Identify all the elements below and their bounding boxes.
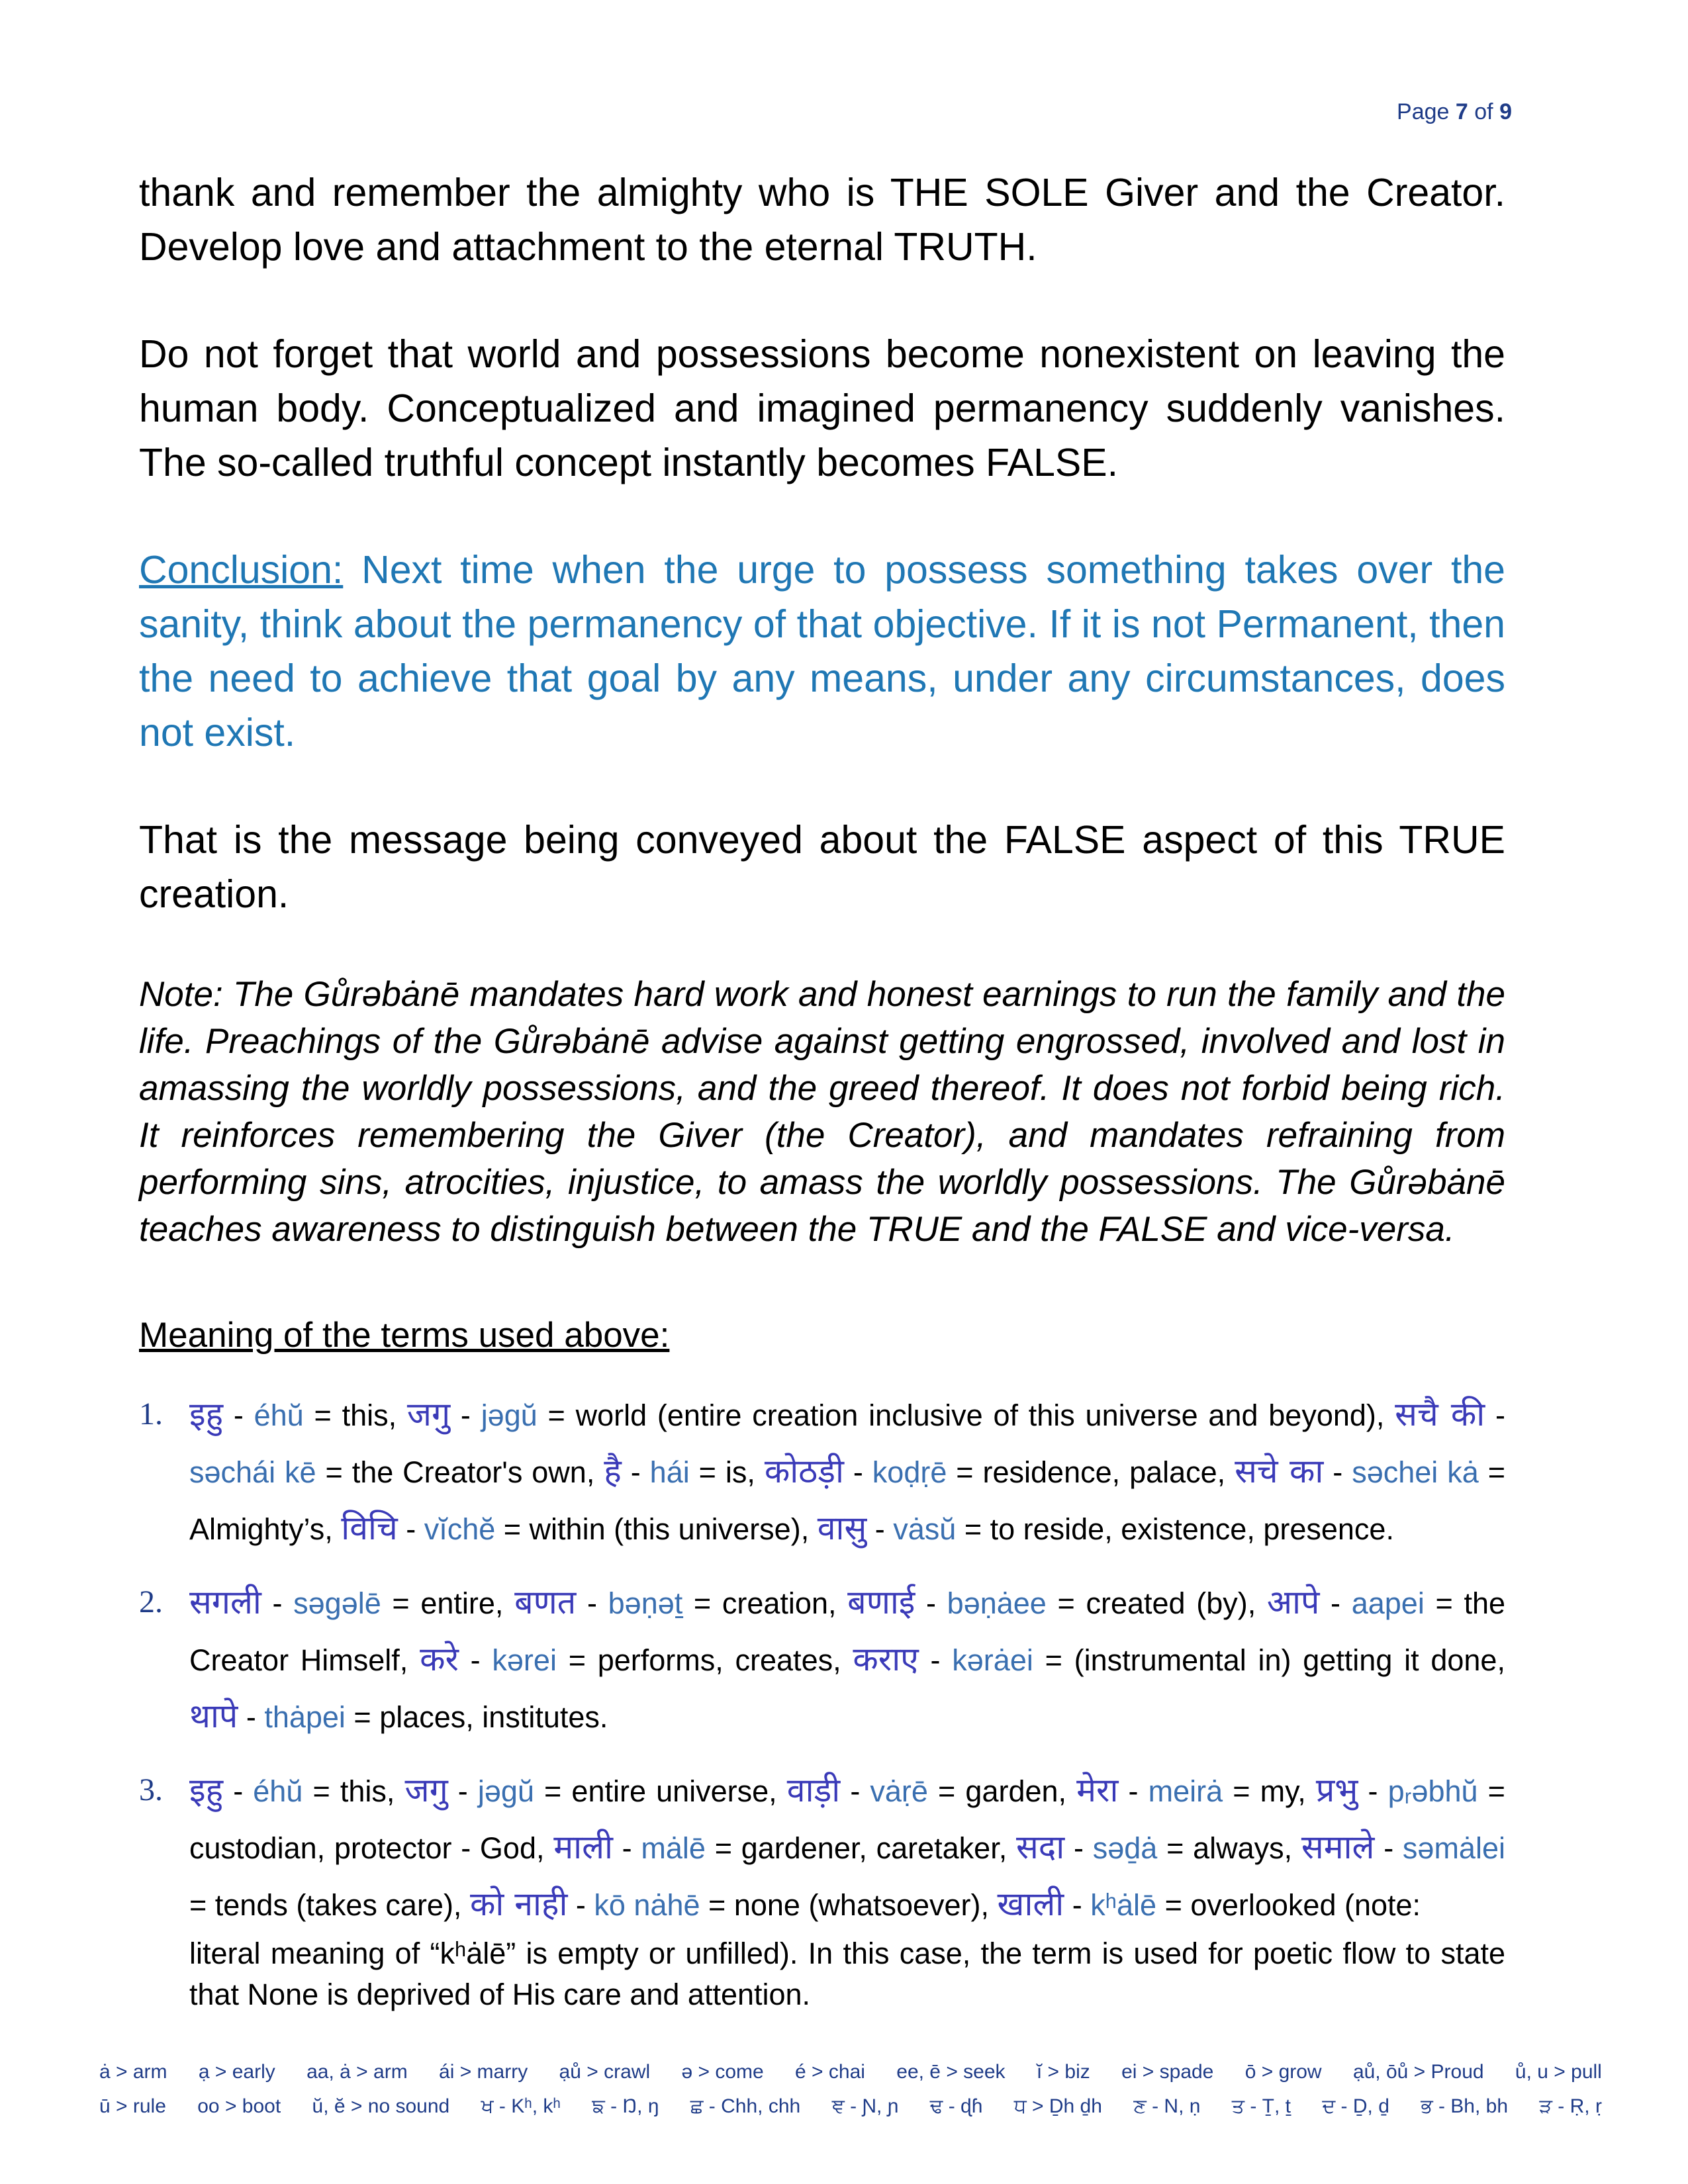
term-devanagari: वाड़ी [786,1771,841,1809]
key-entry: ੜ - Ṛ, ṛ [1539,2095,1602,2117]
term-separator: - [397,1512,424,1546]
item-tail-text: literal meaning of “kʰȧlē” is empty or unfilled). In this case, the term is used for poetic flow to state that None is deprived of His care and attention. [189,1936,1505,2011]
term-devanagari: बणाई [847,1583,915,1621]
paragraph-2: Do not forget that world and possessions become nonexistent on leaving the human body. Conceptualized and imagined permanency suddenly vanishes. The so-called truthful concept instantly becomes FALSE. [139,332,1505,484]
key-entry: ਣ - N, ṇ [1133,2095,1201,2117]
term-meaning: = entire, [381,1586,515,1620]
term-meaning: = residence, palace, [947,1455,1235,1489]
meaning-item-2 [139,1574,1505,1745]
term-transliteration: pᵣəbhŭ [1387,1774,1478,1808]
term-transliteration: jəgŭ [477,1774,534,1808]
key-entry: ਧ > Ḏh ḏh [1013,2095,1102,2117]
key-entry: ạů, ōů > Proud [1352,2061,1484,2083]
term-transliteration: aapei [1351,1586,1425,1620]
term-transliteration: éhŭ [253,1774,303,1808]
term-separator: - [450,1398,481,1432]
term-devanagari: बणत [514,1583,577,1621]
term-transliteration: səmȧlei [1402,1831,1505,1865]
term-transliteration: səchái kē [189,1455,316,1489]
term-transliteration: bəṇəṯ [608,1586,683,1620]
term-separator: - [1485,1398,1505,1432]
page-current: 7 [1455,99,1468,124]
term-devanagari: थापे [189,1697,238,1735]
key-entry: é > chai [795,2061,865,2083]
term-transliteration: səgəlē [293,1586,381,1620]
term-devanagari: सचै की [1395,1395,1485,1433]
term-meaning: = to reside, existence, presence. [956,1512,1394,1546]
term-devanagari: मेरा [1076,1771,1119,1809]
term-transliteration: vȧṛē [870,1774,928,1808]
term-transliteration: səchei kȧ [1352,1455,1479,1489]
term-meaning: = the Creator's own, [316,1455,604,1489]
term-transliteration: meirȧ [1148,1774,1223,1808]
transliteration-key-row-2 [99,2089,1602,2124]
key-entry: ਦ - Ḏ, ḏ [1322,2095,1389,2117]
key-entry: ĭ > biz [1036,2061,1090,2083]
term-meaning: = places, institutes. [345,1700,608,1734]
item-number: 2. [139,1584,163,1619]
note-paragraph: Note: The Gůrəbȧnē mandates hard work and honest earnings to run the family and the life. Preachings of the Gůrəbȧnē advise against getting engrossed, involved and lost in amassing the worldly possessions, and the greed thereof. It does not forbid being rich. It reinforces remembering the Giver (the Creator), and mandates refraining from performing sins, atrocities, injustice, to amass the worldly possessions. The Gůrəbȧnē teaches awareness to distinguish between the TRUE and the FALSE and vice-versa. [139,975,1505,1249]
term-meaning: = created (by), [1046,1586,1267,1620]
key-entry: oo > boot [197,2095,281,2117]
key-entry: ū > rule [99,2095,166,2117]
paragraph-1: thank and remember the almighty who is THE SOLE Giver and the Creator. Develop love and attachment to the eternal TRUTH. [139,171,1505,269]
key-entry: ਞ - Ɲ, ɲ [831,2095,899,2117]
key-entry: ਤ - Ṯ, ṯ [1231,2095,1291,2117]
meanings-heading: Meaning of the terms used above: [139,1316,670,1355]
term-transliteration: jəgŭ [481,1398,538,1432]
key-entry: ee, ē > seek [896,2061,1006,2083]
term-separator: - [447,1774,478,1808]
term-devanagari: इहु [189,1395,224,1433]
term-meaning: = gardener, caretaker, [705,1831,1016,1865]
term-devanagari: जगु [404,1771,448,1809]
term-meaning: = garden, [927,1774,1077,1808]
key-entry: ạů > crawl [559,2061,651,2083]
term-separator: - [867,1512,894,1546]
key-entry: aa, ȧ > arm [306,2061,408,2083]
term-meaning: = custodian, protector - God, [189,1774,1505,1865]
term-transliteration: koḍṛē [872,1455,947,1489]
term-devanagari: कोठड़ी [764,1452,844,1490]
term-separator: - [238,1700,265,1734]
term-transliteration: kərȧei [952,1643,1033,1677]
term-transliteration: vȧsŭ [893,1512,957,1546]
page-prefix: Page [1397,99,1450,124]
term-separator: - [223,1774,254,1808]
term-separator: - [1064,1831,1093,1865]
term-separator: - [567,1888,594,1922]
term-meaning: = always, [1157,1831,1301,1865]
term-devanagari: करे [420,1640,459,1678]
key-entry: ů, u > pull [1515,2061,1602,2083]
conclusion-text: Next time when the urge to possess something takes over the sanity, think about the permanency of that objective. If it is not Permanent, then the need to achieve that goal by any means, under any circumstances, does not exist. [139,548,1505,754]
key-entry: ਭ - Bh, bh [1421,2095,1509,2117]
term-devanagari: है [604,1452,622,1490]
term-separator: - [458,1643,492,1677]
term-transliteration: kʰȧlē [1090,1888,1157,1922]
meanings-list [139,1387,1505,2015]
term-devanagari: सगली [189,1583,261,1621]
key-entry: ạ > early [198,2061,275,2083]
term-transliteration: thȧpei [264,1700,346,1734]
item-number: 1. [139,1396,163,1432]
term-devanagari: विचि [341,1509,398,1547]
term-devanagari: माली [553,1828,613,1866]
term-transliteration: səḏȧ [1092,1831,1158,1865]
term-meaning: = world (entire creation inclusive of this universe and beyond), [537,1398,1395,1432]
term-devanagari: को नाही [469,1885,568,1923]
term-transliteration: vĭchĕ [424,1512,496,1546]
conclusion-label: Conclusion: [139,548,344,592]
term-meaning: = this, [303,1774,405,1808]
item-number: 3. [139,1772,163,1807]
term-devanagari: इहु [189,1771,224,1809]
key-entry: ਛ - Chh, chh [690,2095,801,2117]
page-of: of [1474,99,1493,124]
term-meaning: = none (whatsoever), [700,1888,998,1922]
term-transliteration: éhŭ [254,1398,304,1432]
transliteration-key [99,2055,1602,2124]
term-transliteration: mȧlē [641,1831,706,1865]
term-meaning: = tends (takes care), [189,1888,470,1922]
term-devanagari: प्रभु [1315,1771,1358,1809]
term-meaning: = performs, creates, [556,1643,853,1677]
term-separator: - [843,1455,872,1489]
term-transliteration: bəṇȧee [947,1586,1047,1620]
term-devanagari: सचे का [1235,1452,1324,1490]
term-separator: - [223,1398,254,1432]
term-separator: - [621,1455,650,1489]
key-entry: ȧ > arm [99,2061,167,2083]
term-meaning: = this, [303,1398,407,1432]
term-separator: - [1064,1888,1091,1922]
term-meaning: = within (this universe), [495,1512,818,1546]
term-meaning: = my, [1223,1774,1316,1808]
term-transliteration: kō nȧhē [594,1888,700,1922]
term-meaning: = is, [689,1455,765,1489]
term-meaning: = the Creator Himself, [189,1586,1505,1677]
term-separator: - [918,1643,953,1677]
term-devanagari: जगु [406,1395,451,1433]
key-entry: ō > grow [1244,2061,1322,2083]
key-entry: ái > marry [439,2061,528,2083]
term-devanagari: सदा [1015,1828,1065,1866]
key-entry: ŭ, ĕ > no sound [312,2095,450,2117]
term-devanagari: समाले [1301,1828,1375,1866]
term-devanagari: वासु [817,1509,867,1547]
term-meaning: = Almighty’s, [189,1455,1505,1546]
page-content [139,165,1505,2015]
term-meaning: = creation, [682,1586,848,1620]
key-entry: ਖ - Kʰ, kʰ [481,2095,561,2117]
conclusion-paragraph [139,543,1505,760]
key-entry: ei > spade [1121,2061,1214,2083]
term-meaning: = (instrumental in) getting it done, [1033,1643,1505,1677]
term-separator: - [1323,1455,1352,1489]
term-separator: - [576,1586,608,1620]
term-devanagari: आपे [1266,1583,1320,1621]
page-number [1397,99,1512,125]
key-entry: ਢ - ɖɦ [929,2095,983,2117]
key-entry: ə > come [681,2061,764,2083]
term-separator: - [1319,1586,1352,1620]
meaning-item-3 [139,1762,1505,2015]
term-separator: - [612,1831,641,1865]
term-devanagari: खाली [997,1885,1064,1923]
transliteration-key-row-1 [99,2055,1602,2089]
meaning-item-1 [139,1387,1505,1557]
term-separator: - [840,1774,870,1808]
term-separator: - [1374,1831,1403,1865]
term-meaning: = entire universe, [534,1774,787,1808]
term-separator: - [1118,1774,1149,1808]
key-entry: ਙ - Ŋ, ŋ [592,2095,659,2117]
term-transliteration: kərei [492,1643,557,1677]
paragraph-3: That is the message being conveyed about the FALSE aspect of this TRUE creation. [139,818,1505,916]
term-separator: - [1358,1774,1388,1808]
term-meaning: = overlooked (note: [1156,1888,1421,1922]
term-separator: - [915,1586,947,1620]
term-transliteration: hái [649,1455,690,1489]
term-devanagari: कराए [853,1640,919,1678]
page-total: 9 [1499,99,1512,124]
term-separator: - [261,1586,294,1620]
